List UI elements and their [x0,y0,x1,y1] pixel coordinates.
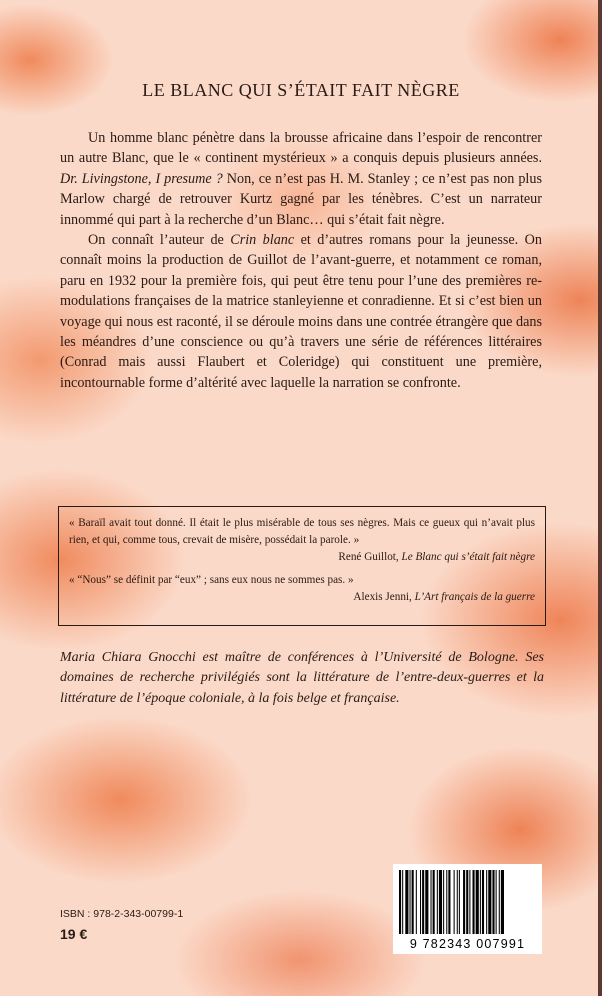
book-title: LE BLANC QUI S’ÉTAIT FAIT NÈGRE [142,80,460,100]
blurb-paragraph-2 [60,230,542,393]
quote-1-author: René Guillot, [338,551,402,563]
price: 19 € [60,926,88,942]
quote-2-work: L’Art français de la guerre [414,591,535,603]
author-bio: Maria Chiara Gnocchi est maître de conférences à l’Université de Bologne. Ses domaines de recherche privilégiés sont la littérature de l’entre-deux-guerres et la littérature de l’époque coloniale, à la fois belge et française. [60,650,544,706]
quote-1-work: Le Blanc qui s’était fait nègre [401,551,535,563]
barcode-bars [399,870,536,934]
blurb-p1-text-a: Un homme blanc pénètre dans la brousse africaine dans l’espoir de rencontrer un autre Blanc, que le « continent mystérieux » a conquis depuis plusieurs années. [60,130,542,167]
isbn: ISBN : 978-2-343-00799-1 [60,908,184,920]
blurb-p1-text-c: Non, ce n’est pas H. M. Stanley ; ce n’est pas non plus Marlow chargé de retrouver Kurtz gagné par les ténèbres. C’est un narrateur innommé qui part à la recherche d’un Blanc… qui s’était fait nègre. [60,170,542,228]
blurb-p2-text-a: On connaît l’auteur de [88,232,231,249]
quotes-box [58,506,546,626]
blurb-paragraph-1 [60,128,542,230]
quote-2: « “Nous” se définit par “eux” ; sans eux nous ne sommes pas. » [69,574,354,586]
quote-1: « Baraïl avait tout donné. Il était le plus misérable de tous ses nègres. Mais ce gueux qui n’avait plus rien, et qui, comme tous, crevait de misère, possédait la parole. » [69,517,535,546]
quote-2-author: Alexis Jenni, [353,591,415,603]
barcode [393,864,542,954]
blurb-p1-italic: Dr. Livingstone, I presume ? [60,170,223,187]
quote-1-attribution [69,549,535,566]
blurb [60,128,542,393]
quote-2-attribution [69,589,535,606]
blurb-p2-text-c: et d’autres romans pour la jeunesse. On connaît moins la production de Guillot de l’avant-guerre, et notamment ce roman, paru en 1932 pour la première fois, qui peut être tenu pour l’une des premières re-modulations françaises de la matrice stanleyienne et conradienne. Et si c’est bien un voyage qui nous est raconté, il se déroule moins dans une contrée étrangère que dans les méandres d’une conscience ou qu’à travers une série de références littéraires (Conrad mais aussi Flaubert et Coleridge) qui constituent une première, incontournable forme d’altérité avec laquelle la narration se confronte. [60,232,542,391]
blurb-p2-italic: Crin blanc [230,232,295,249]
barcode-digits: 9 782343 007991 [409,937,526,951]
